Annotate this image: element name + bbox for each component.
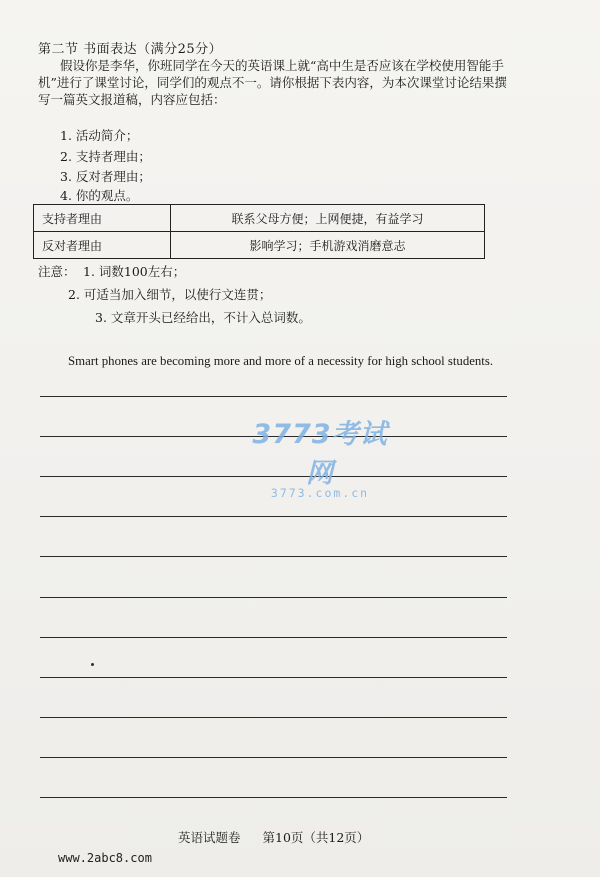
site-mark: www.2abc8.com	[58, 851, 152, 865]
prompt-paragraph: 假设你是李华，你班同学在今天的英语课上就“高中生是否应该在学校使用智能手机”进行了课堂讨论，同学们的观点不一。请你根据下表内容，为本次课堂讨论结果撰写一篇英文报道稿，内容应包括：	[38, 58, 507, 107]
note-item: 2. 可适当加入细节，以使行文连贯；	[68, 287, 272, 302]
note-item: 1. 词数100左右；	[83, 264, 186, 279]
writing-line	[40, 637, 507, 638]
writing-line	[40, 797, 507, 798]
supporters-label: 支持者理由	[34, 205, 171, 232]
page-footer	[178, 828, 387, 846]
page-number: 第10页（共12页）	[262, 830, 370, 845]
writing-line	[40, 396, 507, 397]
site-watermark	[240, 412, 400, 500]
writing-line	[40, 597, 507, 598]
notes-heading: 注意：	[38, 264, 76, 279]
writing-line	[40, 677, 507, 678]
writing-line	[40, 757, 507, 758]
opponents-label: 反对者理由	[34, 232, 171, 259]
opponents-reasons: 影响学习；手机游戏消磨意志	[171, 232, 485, 259]
opening-sentence: Smart phones are becoming more and more of a necessity for high school students.	[68, 354, 494, 368]
writing-line	[40, 717, 507, 718]
watermark-main: 3773考试网	[252, 419, 388, 489]
writing-line	[40, 556, 507, 557]
requirement-item: 4. 你的观点。	[60, 188, 139, 203]
ink-dot	[91, 663, 94, 666]
reasons-table	[33, 204, 485, 259]
table-row	[34, 205, 485, 232]
section-title: 第二节 书面表达（满分25分）	[38, 42, 223, 57]
requirement-item: 2. 支持者理由；	[60, 149, 151, 164]
paper-name: 英语试题卷	[178, 830, 241, 845]
table-row	[34, 232, 485, 259]
requirement-item: 1. 活动简介；	[60, 128, 139, 143]
writing-line	[40, 516, 507, 517]
note-item: 3. 文章开头已经给出，不计入总词数。	[95, 310, 311, 325]
requirement-item: 3. 反对者理由；	[60, 169, 151, 184]
watermark-sub: 3773.com.cn	[270, 486, 370, 500]
supporters-reasons: 联系父母方便；上网便捷，有益学习	[171, 205, 485, 232]
